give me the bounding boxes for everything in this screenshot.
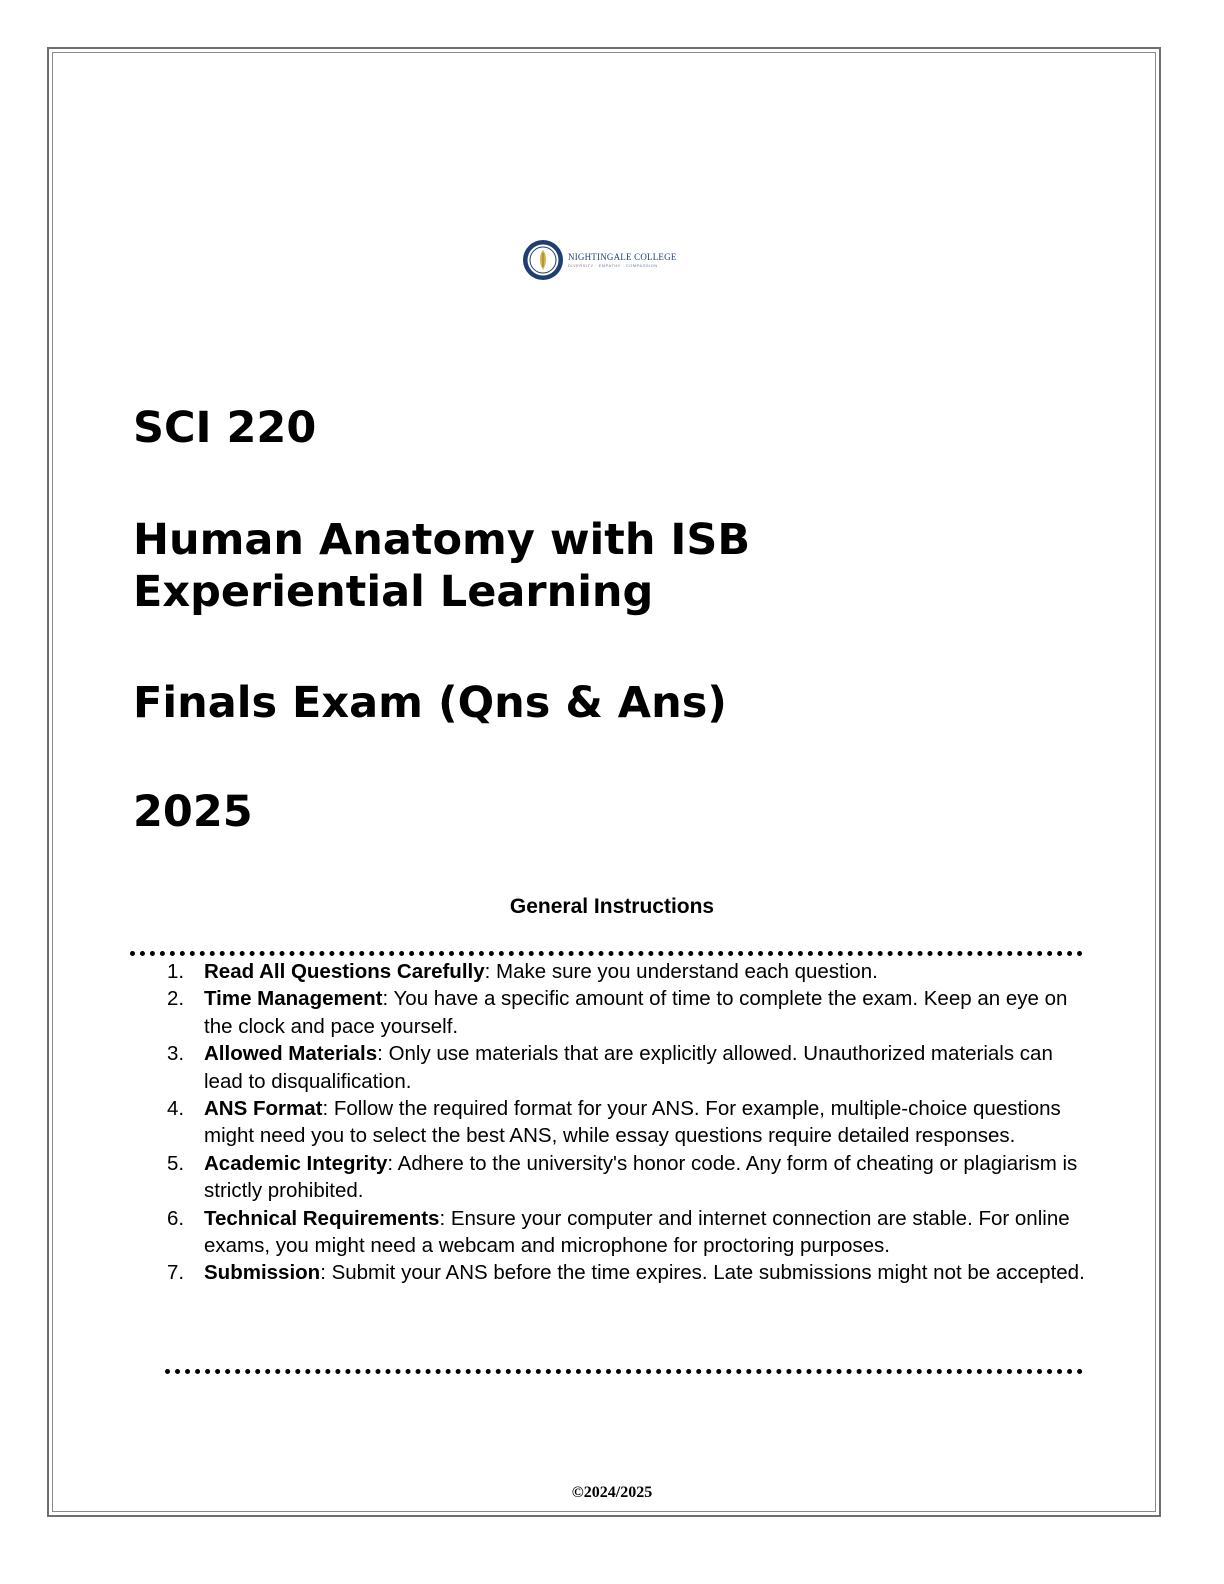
instruction-text: : Adhere to the university's honor code. Any form of cheating or plagiarism is strictly prohibited.	[204, 1151, 1078, 1203]
instruction-term: ANS Format	[204, 1097, 323, 1121]
instruction-text: : Submit your ANS before the time expires. Late submissions might not be accepted.	[320, 1261, 1085, 1285]
copyright-footer: ©2024/2025	[571, 1484, 653, 1501]
exam-title: Finals Exam (Qns & Ans)	[133, 678, 727, 728]
instruction-text: : You have a specific amount of time to complete the exam. Keep an eye on the clock and pace yourself.	[204, 987, 1068, 1038]
dotted-divider-top	[130, 951, 1083, 956]
exam-year: 2025	[133, 787, 253, 837]
instruction-item	[160, 1259, 1090, 1286]
instructions-list	[160, 958, 1090, 1287]
instruction-number: 6.	[167, 1206, 185, 1230]
instruction-number: 5.	[167, 1151, 185, 1175]
instruction-text: : Make sure you understand each question.	[484, 960, 878, 983]
instruction-term: Submission	[204, 1261, 321, 1285]
instruction-item	[160, 1150, 1090, 1205]
college-tagline: DIVERSITY · EMPATHY · COMPASSION	[568, 262, 658, 268]
instruction-term: Read All Questions Carefully	[204, 960, 485, 983]
instruction-item	[160, 1040, 1090, 1095]
college-seal-icon	[522, 239, 564, 281]
instruction-term: Allowed Materials	[204, 1042, 378, 1066]
instruction-text: : Follow the required format for your ANS. For example, multiple-choice questions might need you to select the best ANS, while essay questions require detailed responses.	[204, 1097, 1061, 1148]
instructions-heading: General Instructions	[509, 895, 715, 918]
instruction-number: 4.	[167, 1097, 185, 1121]
instruction-term: Time Management	[204, 987, 383, 1011]
instruction-number: 3.	[167, 1042, 185, 1066]
college-logo	[522, 238, 692, 282]
college-name: NIGHTINGALE COLLEGE	[568, 251, 677, 262]
instruction-text: : Ensure your computer and internet connection are stable. For online exams, you might need a webcam and microphone for proctoring purposes.	[204, 1206, 1070, 1258]
instruction-term: Academic Integrity	[204, 1151, 388, 1175]
instruction-number: 2.	[167, 987, 185, 1011]
instruction-number: 7.	[167, 1261, 185, 1285]
instruction-item	[160, 958, 1090, 985]
course-code: SCI 220	[133, 403, 317, 453]
instruction-text: : Only use materials that are explicitly allowed. Unauthorized materials can lead to disqualification.	[204, 1042, 1053, 1093]
instruction-item	[160, 1205, 1090, 1260]
dotted-divider-bottom	[165, 1369, 1083, 1374]
instruction-term: Technical Requirements	[204, 1206, 440, 1230]
instruction-item	[160, 985, 1090, 1040]
instruction-item	[160, 1095, 1090, 1150]
course-name: Human Anatomy with ISB Experiential Learning	[133, 515, 751, 617]
instruction-number: 1.	[167, 960, 185, 983]
